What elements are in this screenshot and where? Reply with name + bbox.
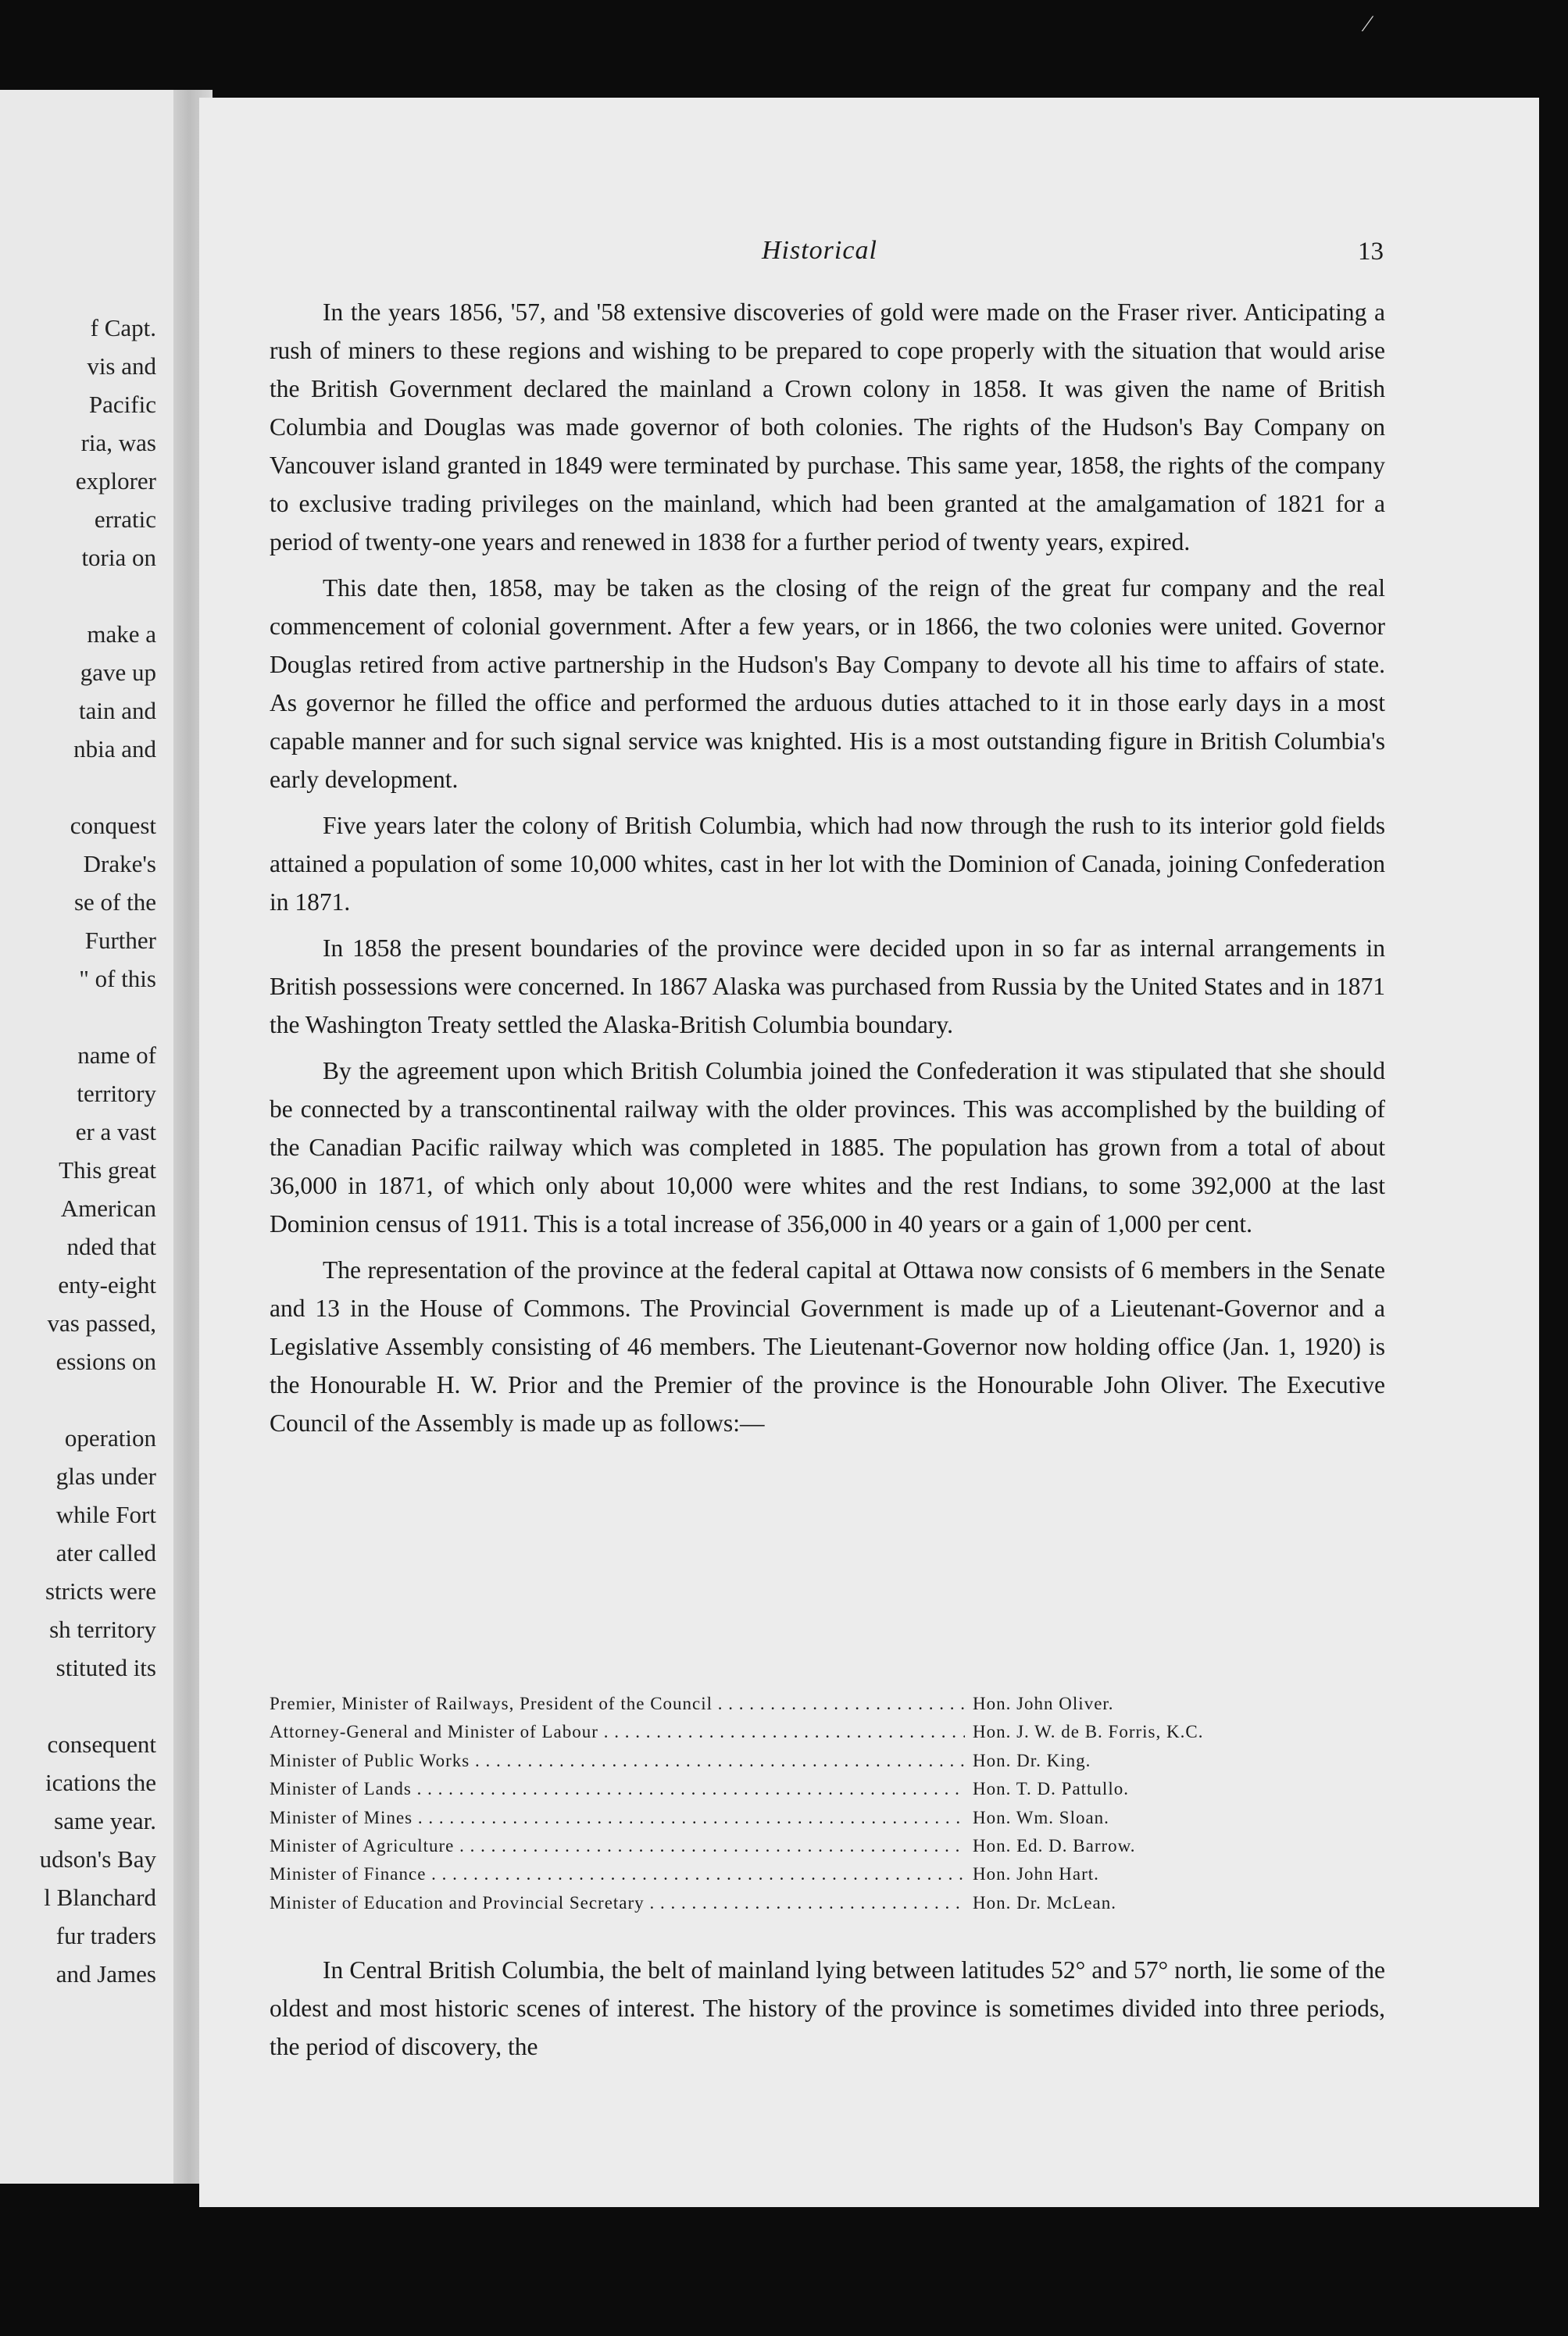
council-row [270,1747,1387,1775]
facing-page-line: Pacific [88,391,156,418]
facing-page-line: American [60,1195,156,1222]
office-holder: Hon. J. W. de B. Forris, K.C. [973,1722,1204,1742]
facing-page-line: ater called [55,1539,156,1566]
paragraph: In 1858 the present boundaries of the province were decided upon in so far as internal arrangements in British possessions were concerned. In 1867 Alaska was purchased from Russia by the United States and in 1871 the Washington Treaty settled the Alaska-British Columbia boundary. [270,934,1385,1038]
facing-page-text [40,309,156,1993]
office-holder: Hon. Wm. Sloan. [973,1807,1109,1827]
facing-page-line: Further [84,927,156,954]
facing-page-line: gave up [80,659,156,686]
facing-page-line: and James [55,1960,156,1988]
facing-page-line: operation [64,1424,156,1452]
facing-page-line: glas under [55,1463,156,1490]
facing-page-line: territory [77,1080,156,1107]
facing-page-line: nbia and [73,735,156,763]
facing-page-line: fur traders [55,1922,156,1949]
facing-page-line: l Blanchard [44,1884,156,1911]
facing-page-line [40,768,156,806]
facing-page-line: explorer [75,467,156,495]
facing-page-line: toria on [81,544,156,571]
facing-page-line: while Fort [55,1501,156,1528]
executive-council-list [270,1690,1387,1917]
facing-page-line: ria, was [80,429,156,456]
facing-page [0,90,188,2184]
facing-page-line: er a vast [75,1118,156,1145]
office-title: Minister of Finance . . . [270,1860,965,1888]
facing-page-line: sh territory [49,1616,156,1643]
office-title: Attorney-General and Minister of Labour . . . [270,1718,965,1746]
office-title: Premier, Minister of Railways, President of the Council . . . [270,1690,965,1718]
facing-page-line: " of this [79,965,156,992]
office-holder: Hon. Ed. D. Barrow. [973,1836,1136,1856]
paragraph: This date then, 1858, may be taken as the closing of the reign of the great fur company and the real commencement of colonial government. After a few years, or in 1866, the two colonies were united. Governor Douglas retired from active partnership in the Hudson's Bay Company to devote all his time to affairs of state. As governor he filled the office and performed the arduous duties attached to it in those early days in a most capable manner and for such signal service was knighted. His is a most outstanding figure in British Columbia's early development. [270,574,1385,793]
council-row [270,1860,1387,1888]
office-holder: Hon. Dr. McLean. [973,1892,1116,1913]
facing-page-line: vis and [87,352,156,380]
facing-page-line: Drake's [83,850,156,877]
office-title: Minister of Lands . . . [270,1775,965,1803]
council-row [270,1718,1387,1746]
office-holder: Hon. T. D. Pattullo. [973,1779,1129,1799]
page-number: 13 [1358,238,1384,266]
facing-page-line [40,998,156,1036]
facing-page-line: se of the [73,888,156,916]
office-holder: Hon. John Hart. [973,1864,1099,1884]
facing-page-line: consequent [47,1731,156,1758]
facing-page-line: make a [87,620,156,648]
office-holder: Hon. Dr. King. [973,1750,1091,1770]
paragraph: Five years later the colony of British Columbia, which had now through the rush to its interior gold fields attained a population of some 10,000 whites, cast in her lot with the Dominion of Canada, joining Confederation in 1871. [270,812,1385,916]
corner-mark: ⁄ [1366,11,1370,37]
paragraph: In Central British Columbia, the belt of mainland lying between latitudes 52° and 57° north, lie some of the oldest and most historic scenes of interest. The history of the province is sometimes divided into three periods, the period of discovery, the [270,1956,1385,2060]
facing-page-line: nded that [66,1233,156,1260]
facing-page-line: This great [59,1156,156,1184]
paragraph: In the years 1856, '57, and '58 extensive discoveries of gold were made on the Fraser river. Anticipating a rush of miners to these regions and wishing to be prepared to cope properly with the situation that would arise the British Government declared the mainland a Crown colony in 1858. It was given the name of British Columbia and Douglas was made governor of both colonies. The rights of the Hudson's Bay Company on Vancouver island granted in 1849 were terminated by purchase. This same year, 1858, the rights of the company to exclusive trading privileges on the mainland, which had been granted at the amalgamation of 1821 for a period of twenty-one years and renewed in 1838 for a further period of twenty years, expired. [270,298,1385,555]
facing-page-line: ications the [45,1769,156,1796]
facing-page-line: f Capt. [90,314,156,341]
main-text [270,293,1385,1450]
paragraph: By the agreement upon which British Columbia joined the Confederation it was stipulated that she should be connected by a transcontinental railway with the older provinces. This was accomplished by the building of the Canadian Pacific railway which was completed in 1885. The population has grown from a total of about 36,000 in 1871, of which only about 10,000 were whites and the rest Indians, to some 392,000 at the last Dominion census of 1911. This is a total increase of 356,000 in 40 years or a gain of 1,000 per cent. [270,1057,1385,1238]
paragraph: The representation of the province at the federal capital at Ottawa now consists of 6 members in the Senate and 13 in the House of Commons. The Provincial Government is made up of a Lieutenant-Governor and a Legislative Assembly consisting of 46 members. The Lieutenant-Governor now holding office (Jan. 1, 1920) is the Honourable H. W. Prior and the Premier of the province is the Honourable John Oliver. The Executive Council of the Assembly is made up as follows:— [270,1256,1385,1437]
facing-page-line: stituted its [55,1654,156,1681]
office-title: Minister of Mines . . . [270,1804,965,1832]
office-title: Minister of Public Works . . . [270,1747,965,1775]
facing-page-line: essions on [55,1348,156,1375]
council-row [270,1889,1387,1917]
facing-page-line: enty-eight [58,1271,156,1298]
facing-page-line [40,577,156,615]
facing-page-line: tain and [79,697,156,724]
closing-text [270,1951,1385,2066]
office-holder: Hon. John Oliver. [973,1694,1114,1713]
council-row [270,1804,1387,1832]
facing-page-line [40,1381,156,1419]
council-row [270,1690,1387,1718]
facing-page-line: same year. [54,1807,156,1834]
facing-page-line: name of [77,1041,156,1069]
council-row [270,1775,1387,1803]
facing-page-line: stricts were [45,1577,156,1605]
office-title: Minister of Agriculture . . . [270,1832,965,1860]
facing-page-line: conquest [70,812,156,839]
facing-page-line: vas passed, [47,1309,156,1337]
council-row [270,1832,1387,1860]
facing-page-line [40,1687,156,1725]
running-header: Historical [762,236,877,265]
office-title: Minister of Education and Provincial Secretary . . . [270,1889,965,1917]
facing-page-line: udson's Bay [39,1845,156,1873]
facing-page-line: erratic [94,505,156,533]
